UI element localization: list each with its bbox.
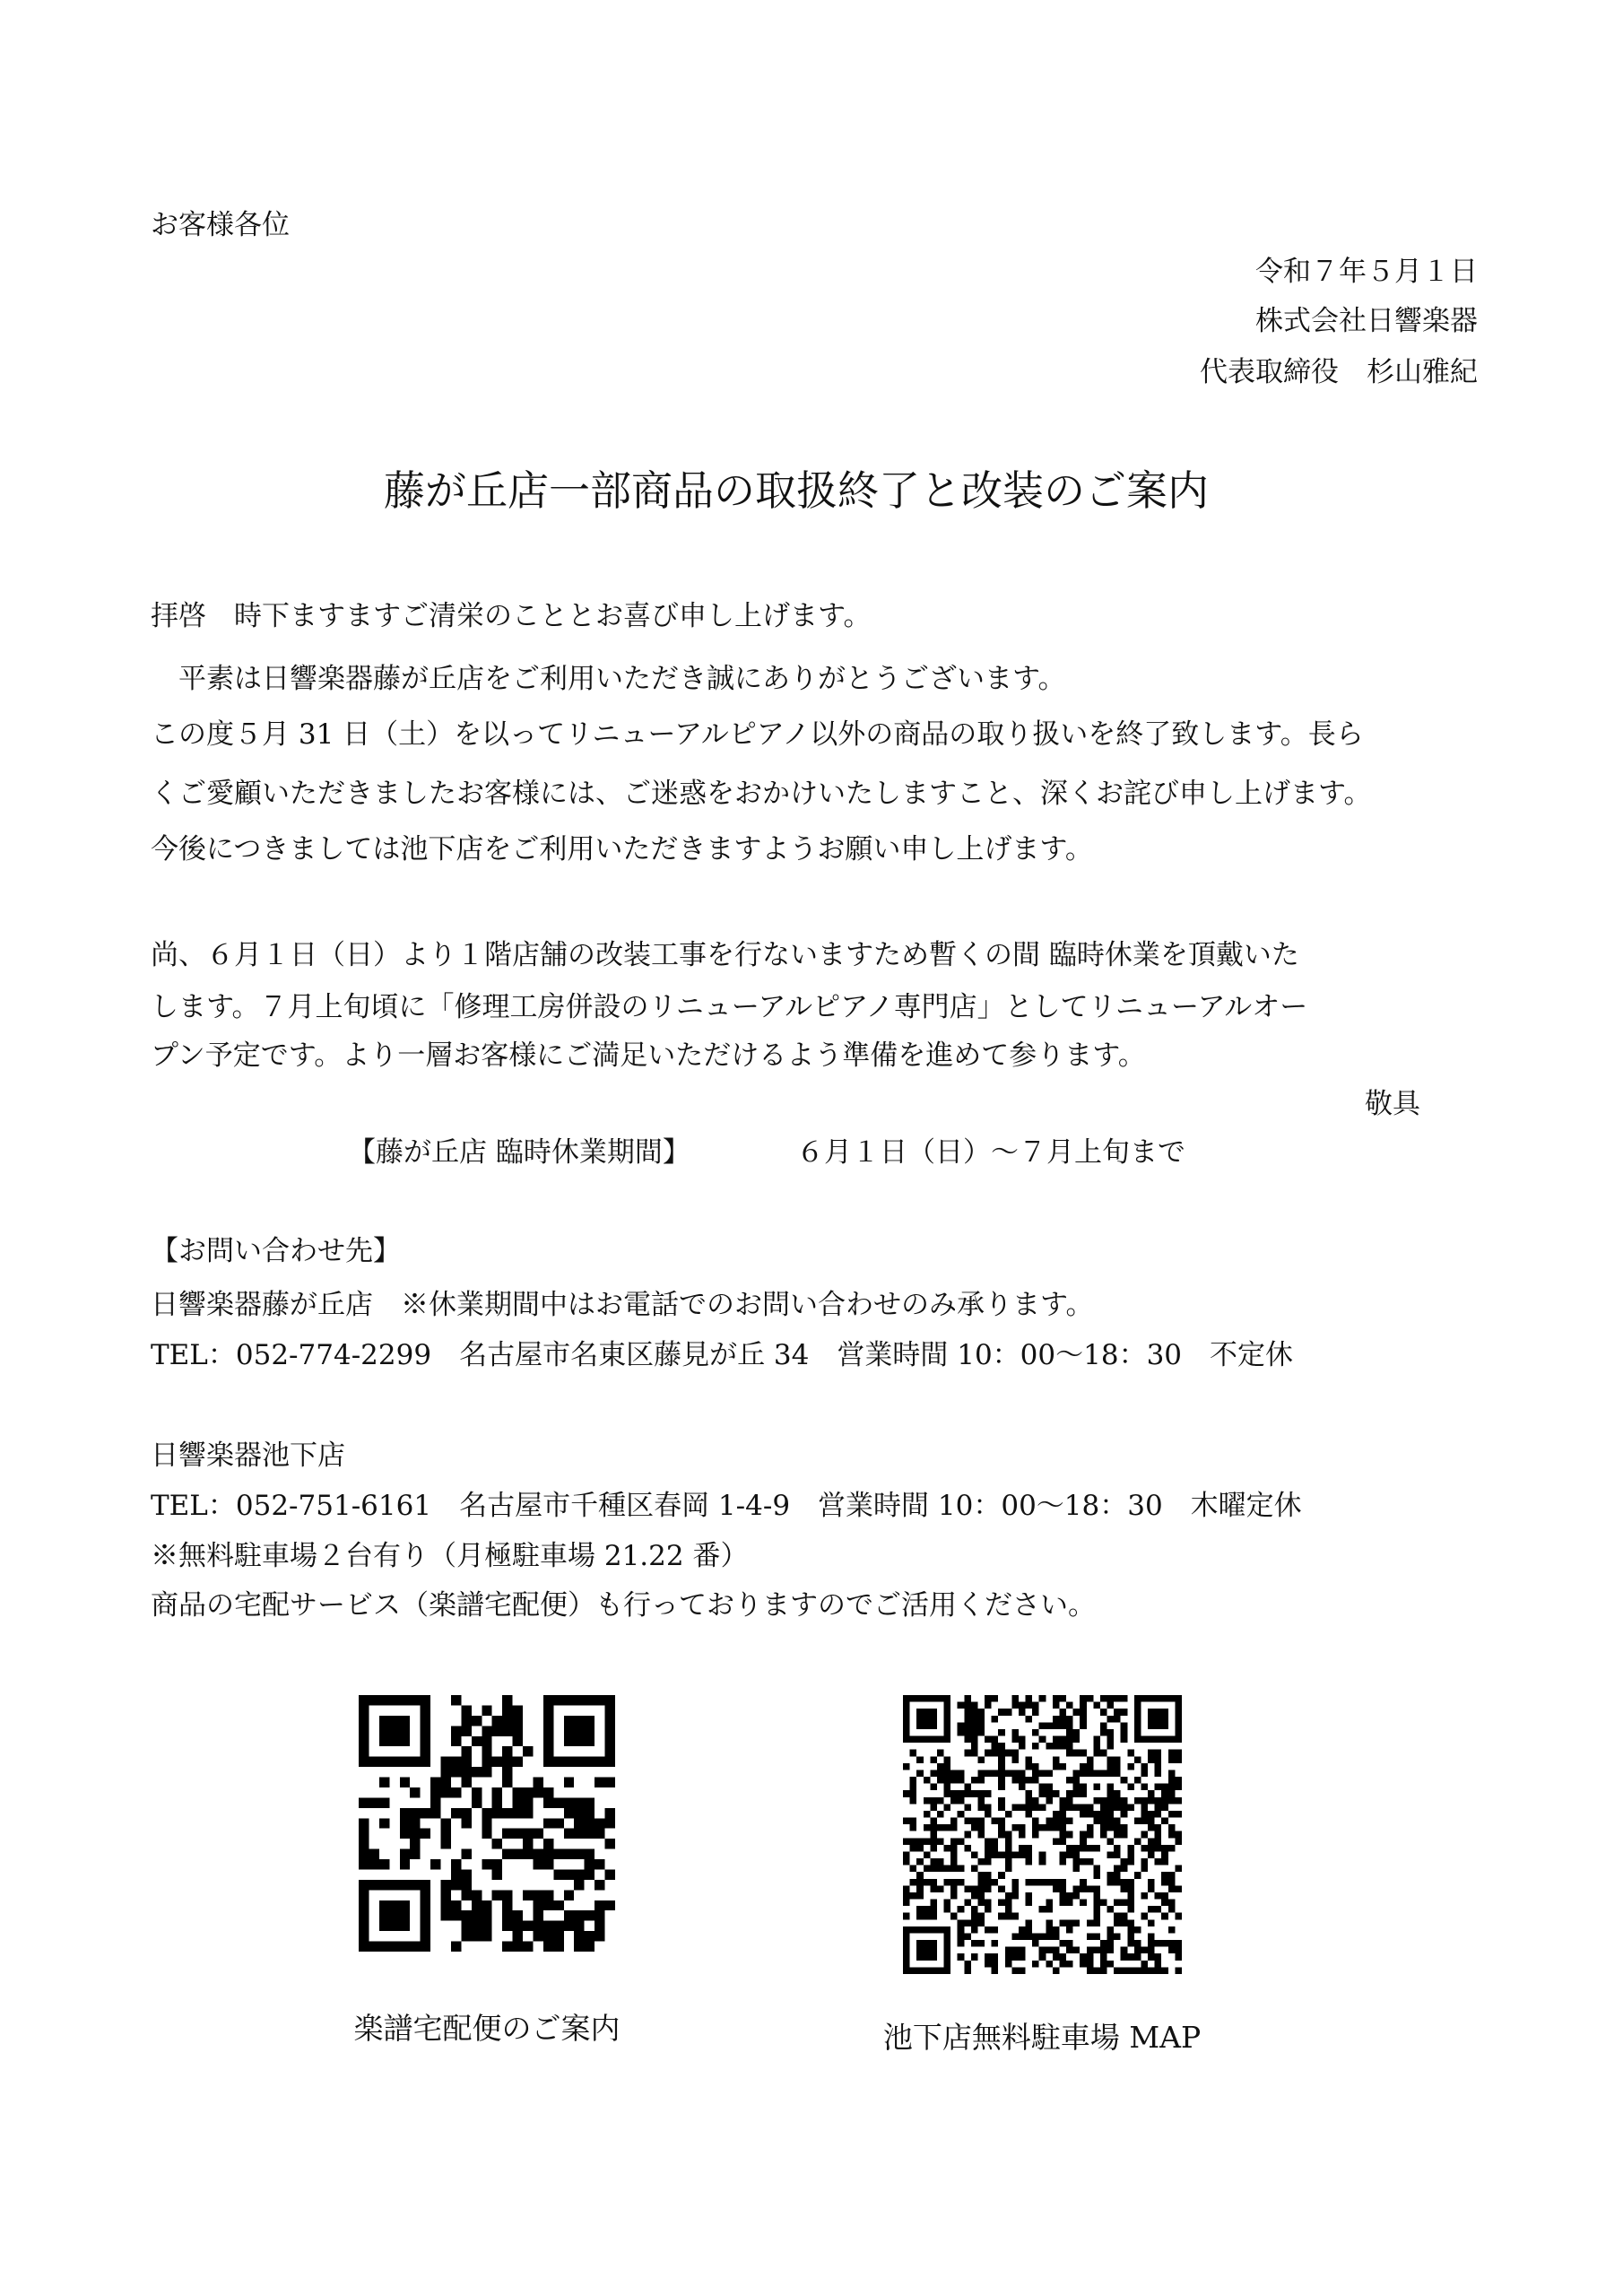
body-line: プン予定です。より一層お客様にご満足いただけるよう準備を進めて参ります。 bbox=[151, 1039, 1146, 1072]
qr-code-icon[interactable] bbox=[903, 1695, 1182, 1974]
delivery-note: 商品の宅配サービス（楽譜宅配便）も行っておりますのでご活用ください。 bbox=[151, 1589, 1096, 1622]
issue-date: 令和７年５月１日 bbox=[1255, 256, 1478, 288]
greeting-line: 拝啓 時下ますますご清栄のこととお喜び申し上げます。 bbox=[151, 600, 872, 632]
ikeshita-store-name: 日響楽器池下店 bbox=[151, 1439, 345, 1472]
representative: 代表取締役 杉山雅紀 bbox=[1200, 356, 1478, 388]
fujigaoka-store-name: 日響楽器藤が丘店 ※休業期間中はお電話でのお問い合わせのみ承ります。 bbox=[151, 1289, 1094, 1321]
closing-keigu: 敬具 bbox=[1365, 1088, 1420, 1120]
body-line: この度５月 31 日（土）を以ってリニューアルピアノ以外の商品の取り扱いを終了致します。長ら bbox=[151, 718, 1364, 751]
fujigaoka-store-info: TEL：052-774-2299 名古屋市名東区藤見が丘 34 営業時間 10：00～18：30 不定休 bbox=[151, 1339, 1294, 1371]
body-line: 今後につきましては池下店をご利用いただきますようお願い申し上げます。 bbox=[151, 833, 1093, 865]
body-line: 尚、６月１日（日）より１階店舗の改装工事を行ないますため暫くの間 臨時休業を頂戴いた bbox=[151, 939, 1299, 971]
body-line: くご愛顧いただきましたお客様には、ご迷惑をおかけいたしますこと、深くお詫び申し上げます。 bbox=[151, 778, 1372, 810]
qr-caption-parking-map: 池下店無料駐車場 MAP bbox=[882, 2020, 1202, 2055]
ikeshita-store-info: TEL：052-751-6161 名古屋市千種区春岡 1-4-9 営業時間 10：00～18：30 木曜定休 bbox=[151, 1490, 1302, 1522]
contact-heading: 【お問い合わせ先】 bbox=[151, 1235, 401, 1267]
addressee: お客様各位 bbox=[151, 209, 290, 241]
qr-code-icon[interactable] bbox=[359, 1695, 615, 1952]
qr-caption-delivery: 楽譜宅配便のご案内 bbox=[353, 2011, 621, 2046]
company-name: 株式会社日響楽器 bbox=[1255, 305, 1478, 337]
parking-note: ※無料駐車場２台有り（月極駐車場 21.22 番） bbox=[151, 1540, 749, 1572]
closure-label: 【藤が丘店 臨時休業期間】 bbox=[348, 1136, 690, 1169]
closure-period: ６月１日（日）～７月上旬まで bbox=[796, 1136, 1185, 1169]
body-line: 平素は日響楽器藤が丘店をご利用いただき誠にありがとうございます。 bbox=[178, 663, 1066, 695]
page-title: 藤が丘店一部商品の取扱終了と改装のご案内 bbox=[384, 466, 1209, 515]
body-line: します。７月上旬頃に「修理工房併設のリニューアルピアノ専門店」としてリニューアルオー bbox=[151, 991, 1308, 1023]
